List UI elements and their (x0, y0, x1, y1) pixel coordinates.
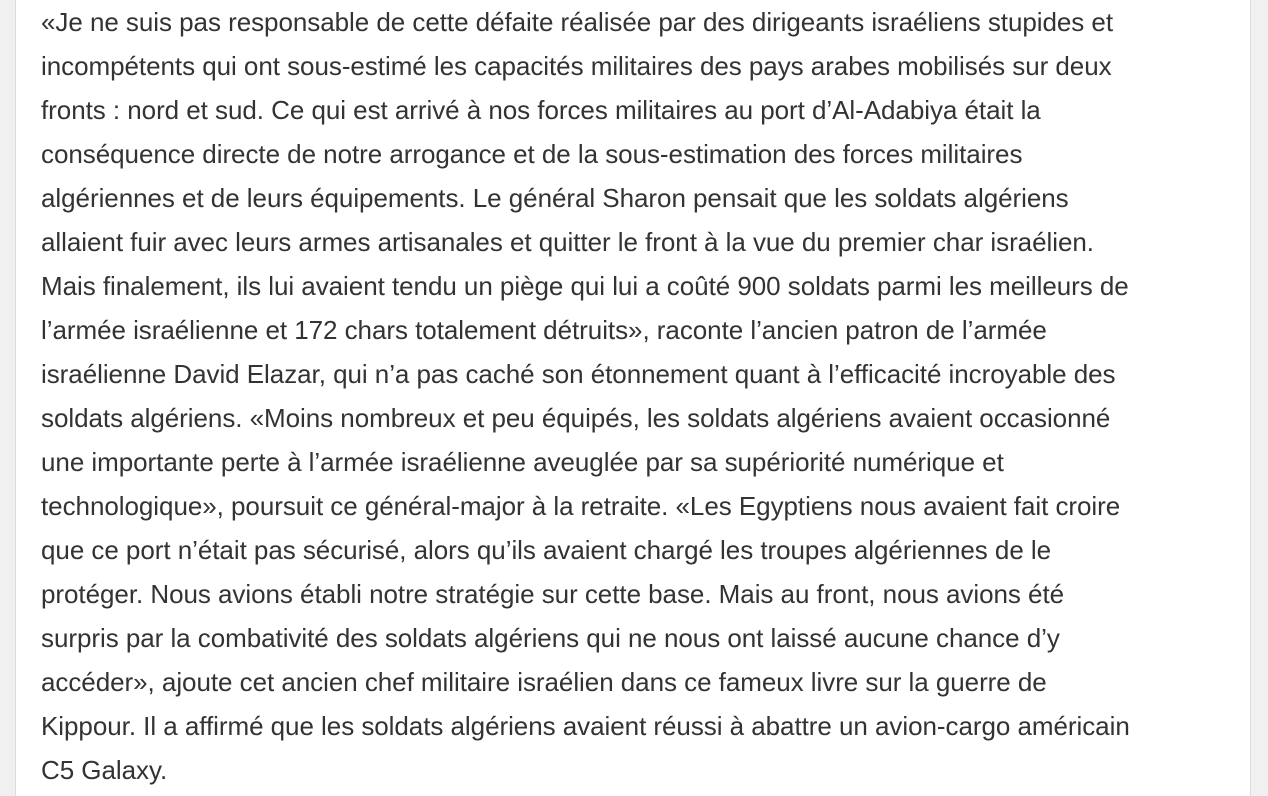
paragraph-line: Mais finalement, ils lui avaient tendu un piège qui lui a coûté 900 soldats parmi les meilleurs de (41, 271, 1129, 301)
paragraph-line: une importante perte à l’armée israélienne aveuglée par sa supériorité numérique et (41, 447, 1004, 477)
paragraph-line: «Je ne suis pas responsable de cette défaite réalisée par des dirigeants israéliens stupides et (41, 7, 1114, 37)
paragraph-line: allaient fuir avec leurs armes artisanales et quitter le front à la vue du premier char israélien. (41, 227, 1094, 257)
article-paragraph (41, 0, 1231, 792)
paragraph-line: protéger. Nous avions établi notre stratégie sur cette base. Mais au front, nous avions été (41, 579, 1065, 609)
paragraph-line: soldats algériens. «Moins nombreux et peu équipés, les soldats algériens avaient occasionné (41, 403, 1111, 433)
paragraph-line: accéder», ajoute cet ancien chef militaire israélien dans ce fameux livre sur la guerre de (41, 667, 1047, 697)
paragraph-line: technologique», poursuit ce général-major à la retraite. «Les Egyptiens nous avaient fait croire (41, 491, 1121, 521)
paragraph-line: israélienne David Elazar, qui n’a pas caché son étonnement quant à l’efficacité incroyable des (41, 359, 1116, 389)
paragraph-line: l’armée israélienne et 172 chars totalement détruits», raconte l’ancien patron de l’armée (41, 315, 1047, 345)
paragraph-line: que ce port n’était pas sécurisé, alors qu’ils avaient chargé les troupes algériennes de le (41, 535, 1052, 565)
paragraph-line: conséquence directe de notre arrogance et de la sous-estimation des forces militaires (41, 139, 1023, 169)
paragraph-line: fronts : nord et sud. Ce qui est arrivé à nos forces militaires au port d’Al-Adabiya était la (41, 95, 1041, 125)
paragraph-line: C5 Galaxy. (41, 755, 168, 785)
paragraph-line: surpris par la combativité des soldats algériens qui ne nous ont laissé aucune chance d’y (41, 623, 1060, 653)
paragraph-line: incompétents qui ont sous-estimé les capacités militaires des pays arabes mobilisés sur deux (41, 51, 1112, 81)
article-page (15, 0, 1251, 796)
paragraph-line: algériennes et de leurs équipements. Le général Sharon pensait que les soldats algériens (41, 183, 1069, 213)
paragraph-line: Kippour. Il a affirmé que les soldats algériens avaient réussi à abattre un avion-cargo américain (41, 711, 1130, 741)
